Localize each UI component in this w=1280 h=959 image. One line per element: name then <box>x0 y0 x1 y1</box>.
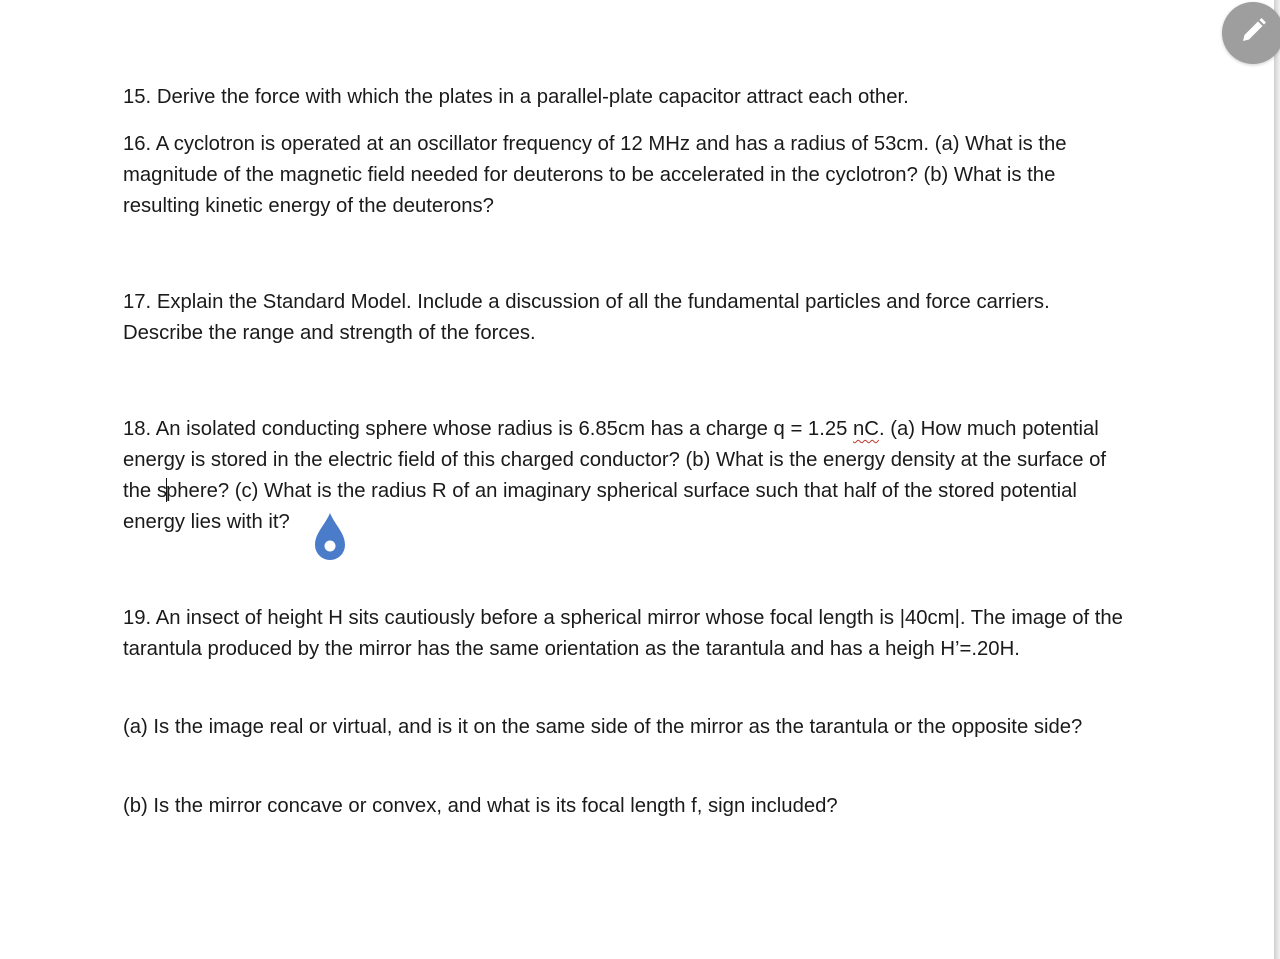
edit-button[interactable] <box>1222 2 1280 64</box>
question-19-part-a: (a) Is the image real or virtual, and is it on the same side of the mirror as the tarantula or the opposite side? <box>123 716 1083 738</box>
question-18-text-3: phere? (c) What is the radius R of an imaginary spherical surface such that half of the stored potential <box>165 480 1077 502</box>
question-16: 16. A cyclotron is operated at an oscillator frequency of 12 MHz and has a radius of 53cm. (a) What is the magnitude of the magnetic field needed for deuterons to be accelerated in the cyclotron? (b) What is the resulting kinetic energy of the deuterons? <box>123 133 1067 217</box>
spellcheck-flagged-word[interactable]: nC <box>853 418 879 440</box>
question-18 <box>123 414 1123 538</box>
question-18-text-2: . (a) How much potential energy is stored in the electric field of this charged conductor? (b) What is the energy density at the surface of the s <box>123 418 1107 502</box>
question-19: 19. An insect of height H sits cautiously before a spherical mirror whose focal length is |40cm|. The image of the tarantula produced by the mirror has the same orientation as the tarantula and has a heigh H’=.20H. <box>123 607 1123 660</box>
question-18-text-1: 18. An isolated conducting sphere whose radius is 6.85cm has a charge q = 1.25 <box>123 418 854 440</box>
text-selection-handle-icon[interactable] <box>312 511 348 563</box>
question-19-part-b: (b) Is the mirror concave or convex, and what is its focal length f, sign included? <box>123 795 838 817</box>
pencil-icon <box>1237 15 1269 52</box>
question-15: 15. Derive the force with which the plates in a parallel-plate capacitor attract each other. <box>123 86 909 108</box>
question-17: 17. Explain the Standard Model. Include a discussion of all the fundamental particles and force carriers. Describe the range and strength of the forces. <box>123 291 1050 344</box>
page-edge-shadow <box>1274 0 1280 959</box>
question-18-text-4: energy lies with it? <box>123 511 290 533</box>
